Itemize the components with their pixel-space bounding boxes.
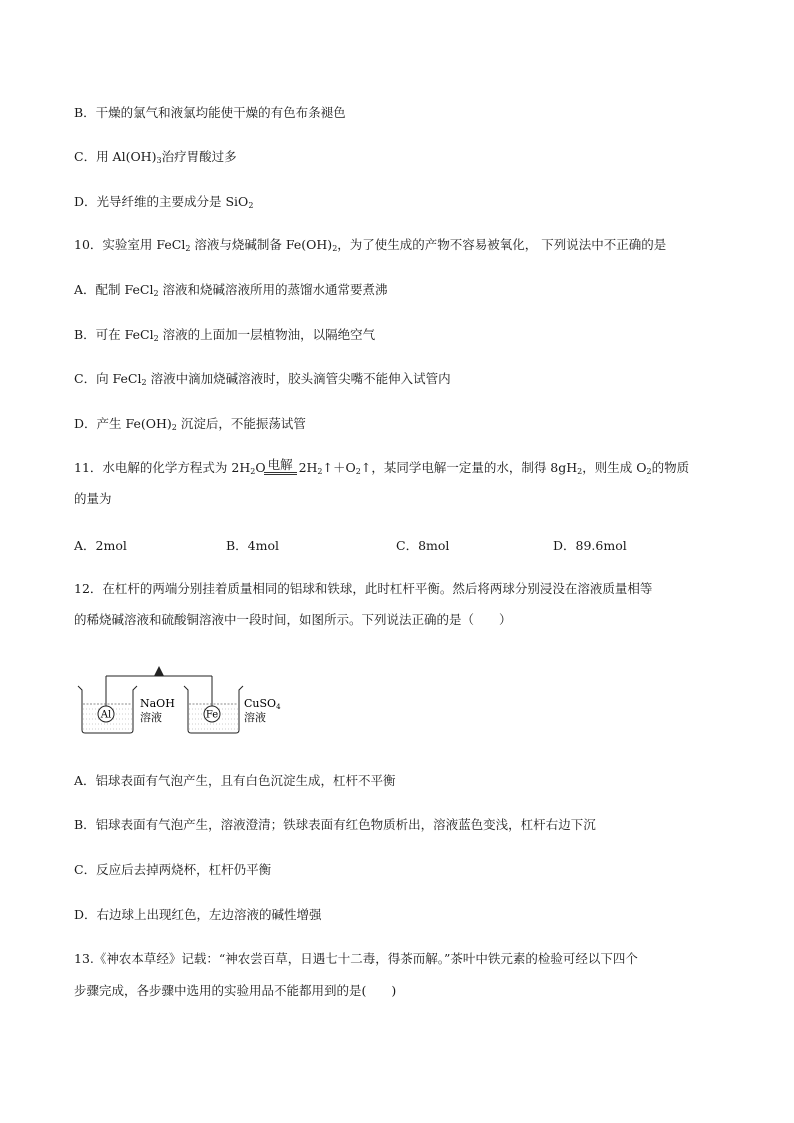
q10-option-b: B．可在 FeCl$_2$ 溶液的上面加一层植物油，以隔绝空气 <box>74 327 376 343</box>
q11-options <box>74 537 714 555</box>
q13-stem-line2: 步骤完成，各步骤中选用的实验用品不能都用到的是( ) <box>74 983 397 998</box>
q12-stem-line2: 的稀烧碱溶液和硫酸铜溶液中一段时间，如图所示。下列说法正确的是（ ） <box>74 612 512 627</box>
q11-option-d: D．89.6mol <box>553 538 627 553</box>
left-solution-label-2: 溶液 <box>140 711 162 724</box>
q9-option-c: C．用 $Al(OH)_3$治疗胃酸过多 <box>74 149 237 165</box>
q10-stem: 10．实验室用 FeCl$_2$ 溶液与烧碱制备 $Fe(OH)_2$，为了使生成的产物不容易被氧化， 下列说法中不正确的是 <box>74 237 667 253</box>
q12-option-a: A．铝球表面有气泡产生，且有白色沉淀生成，杠杆不平衡 <box>74 773 396 788</box>
q9-option-d: D．光导纤维的主要成分是 SiO$_2$ <box>74 194 254 210</box>
right-solution-label-1: CuSO4 <box>244 697 281 711</box>
q10-option-d: D．产生 $Fe(OH)_2$ 沉淀后，不能振荡试管 <box>74 416 306 432</box>
q9-option-b: B．干燥的氯气和液氯均能使干燥的有色布条褪色 <box>74 105 346 120</box>
q10-option-a: A．配制 FeCl$_2$ 溶液和烧碱溶液所用的蒸馏水通常要煮沸 <box>74 282 388 298</box>
q11-stem-line2: 的量为 <box>74 491 112 506</box>
aluminum-ball-label: Al <box>100 709 112 721</box>
q12-option-b: B．铝球表面有气泡产生，溶液澄清；铁球表面有红色物质析出，溶液蓝色变浅，杠杆右边下沉 <box>74 817 596 832</box>
electrolysis-condition: 电解 <box>268 459 293 477</box>
q11-stem-line1: 11．水电解的化学方程式为 $2H_2O$ 电解 $2H_2↑+O_2↑$，某同学电解一定量的水，制得 $8gH_2$，则生成 $O_2$的物质 <box>74 457 690 476</box>
q12-option-d: D．右边球上出现红色，左边溶液的碱性增强 <box>74 907 322 922</box>
lever-apparatus-figure <box>76 662 296 738</box>
fulcrum-icon <box>154 666 164 676</box>
q11-option-a: A．2mol <box>74 538 127 553</box>
q10-option-c: C．向 FeCl$_2$ 溶液中滴加烧碱溶液时，胶头滴管尖嘴不能伸入试管内 <box>74 371 451 387</box>
right-solution-label-2: 溶液 <box>244 711 266 724</box>
q11-option-c: C．8mol <box>396 538 450 553</box>
q13-stem-line1: 13.《神农本草经》记载：“神农尝百草，日遇七十二毒，得茶而解。”茶叶中铁元素的检验可经以下四个 <box>74 951 638 966</box>
left-solution-label-1: NaOH <box>140 697 175 710</box>
iron-ball-label: Fe <box>205 709 219 721</box>
q12-stem-line1: 12．在杠杆的两端分别挂着质量相同的铝球和铁球，此时杠杆平衡。然后将两球分别浸没在溶液质量相等 <box>74 581 653 596</box>
equals-arrow <box>264 472 297 475</box>
q12-option-c: C．反应后去掉两烧杯，杠杆仍平衡 <box>74 862 272 877</box>
q11-option-b: B．4mol <box>226 538 280 553</box>
